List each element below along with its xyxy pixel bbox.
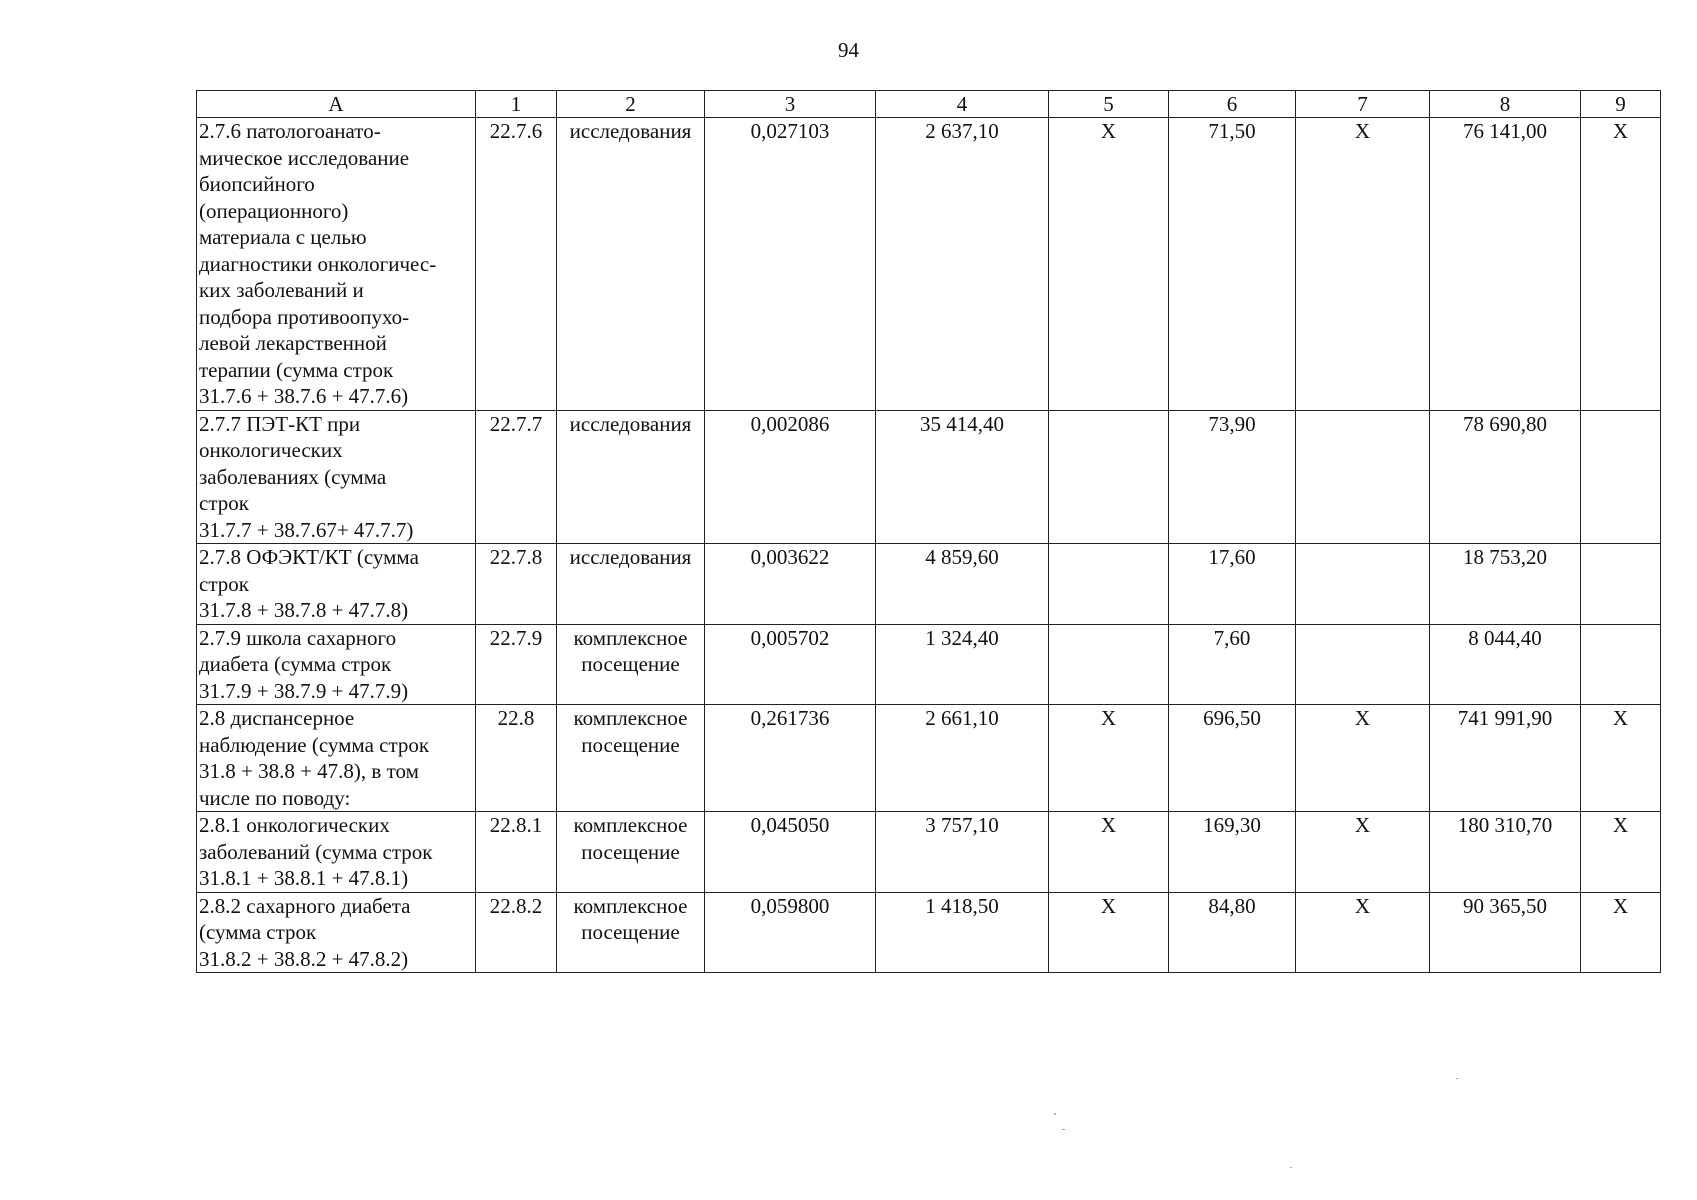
row-unit: комплексное посещение — [557, 705, 705, 812]
header-cell-4: 4 — [876, 91, 1049, 118]
row-col-3: 0,261736 — [705, 705, 876, 812]
row-col-8: 76 141,00 — [1430, 118, 1581, 411]
row-col-6: 73,90 — [1169, 410, 1296, 544]
header-cell-1: 1 — [476, 91, 557, 118]
row-col-9: X — [1581, 892, 1661, 973]
row-col-5: X — [1049, 118, 1169, 411]
row-col-4: 35 414,40 — [876, 410, 1049, 544]
row-code: 22.8.1 — [476, 812, 557, 893]
table-row — [197, 410, 1661, 544]
data-table — [196, 90, 1661, 973]
row-col-8: 741 991,90 — [1430, 705, 1581, 812]
row-label: 2.7.6 патологоанато- мическое исследование биопсийного (операционного) материала с целью диагностики онкологичес- ких заболеваний и подбора противоопухо- левой лекарственной терапии (сумма строк 31.7.6 + 38.7.6 + 47.7.6) — [197, 118, 476, 411]
table-row — [197, 812, 1661, 893]
row-col-7 — [1296, 544, 1430, 625]
row-unit: исследования — [557, 544, 705, 625]
header-cell-3: 3 — [705, 91, 876, 118]
row-col-7: X — [1296, 705, 1430, 812]
row-col-9 — [1581, 624, 1661, 705]
header-cell-6: 6 — [1169, 91, 1296, 118]
header-cell-5: 5 — [1049, 91, 1169, 118]
row-col-9: X — [1581, 812, 1661, 893]
row-col-8: 18 753,20 — [1430, 544, 1581, 625]
row-label: 2.7.9 школа сахарного диабета (сумма строк 31.7.9 + 38.7.9 + 47.7.9) — [197, 624, 476, 705]
row-col-9 — [1581, 544, 1661, 625]
row-col-4: 1 324,40 — [876, 624, 1049, 705]
row-col-8: 90 365,50 — [1430, 892, 1581, 973]
row-label: 2.7.7 ПЭТ-КТ при онкологических заболеваниях (сумма строк 31.7.7 + 38.7.67+ 47.7.7) — [197, 410, 476, 544]
header-cell-2: 2 — [557, 91, 705, 118]
table-header — [197, 91, 1661, 118]
row-col-6: 71,50 — [1169, 118, 1296, 411]
row-col-4: 1 418,50 — [876, 892, 1049, 973]
row-col-9: X — [1581, 705, 1661, 812]
row-unit: комплексное посещение — [557, 624, 705, 705]
scan-speck — [1062, 1129, 1065, 1130]
row-col-8: 8 044,40 — [1430, 624, 1581, 705]
row-label: 2.8.1 онкологических заболеваний (сумма строк 31.8.1 + 38.8.1 + 47.8.1) — [197, 812, 476, 893]
row-label: 2.7.8 ОФЭКТ/КТ (сумма строк 31.7.8 + 38.7.8 + 47.7.8) — [197, 544, 476, 625]
scan-speck — [1290, 1167, 1292, 1168]
row-unit: комплексное посещение — [557, 812, 705, 893]
row-code: 22.7.8 — [476, 544, 557, 625]
row-col-6: 17,60 — [1169, 544, 1296, 625]
scan-speck — [1054, 1113, 1056, 1115]
row-col-3: 0,027103 — [705, 118, 876, 411]
row-col-6: 84,80 — [1169, 892, 1296, 973]
row-col-9: X — [1581, 118, 1661, 411]
table-row — [197, 544, 1661, 625]
row-label: 2.8.2 сахарного диабета (сумма строк 31.8.2 + 38.8.2 + 47.8.2) — [197, 892, 476, 973]
row-col-8: 180 310,70 — [1430, 812, 1581, 893]
row-col-7: X — [1296, 118, 1430, 411]
row-code: 22.8 — [476, 705, 557, 812]
row-col-5: X — [1049, 812, 1169, 893]
row-col-4: 4 859,60 — [876, 544, 1049, 625]
row-col-8: 78 690,80 — [1430, 410, 1581, 544]
row-col-5: X — [1049, 705, 1169, 812]
row-col-3: 0,045050 — [705, 812, 876, 893]
header-row — [197, 91, 1661, 118]
row-col-5 — [1049, 410, 1169, 544]
row-col-3: 0,002086 — [705, 410, 876, 544]
row-col-6: 696,50 — [1169, 705, 1296, 812]
row-col-5 — [1049, 544, 1169, 625]
row-unit: исследования — [557, 118, 705, 411]
row-col-7 — [1296, 410, 1430, 544]
row-col-7 — [1296, 624, 1430, 705]
row-col-5 — [1049, 624, 1169, 705]
row-col-7: X — [1296, 812, 1430, 893]
row-col-4: 3 757,10 — [876, 812, 1049, 893]
header-cell-8: 8 — [1430, 91, 1581, 118]
row-code: 22.7.6 — [476, 118, 557, 411]
scan-speck — [1456, 1078, 1458, 1079]
header-cell-a: A — [197, 91, 476, 118]
row-code: 22.8.2 — [476, 892, 557, 973]
row-col-4: 2 637,10 — [876, 118, 1049, 411]
row-code: 22.7.9 — [476, 624, 557, 705]
page-number: 94 — [838, 38, 859, 62]
row-code: 22.7.7 — [476, 410, 557, 544]
row-col-9 — [1581, 410, 1661, 544]
table-row — [197, 624, 1661, 705]
row-unit: исследования — [557, 410, 705, 544]
row-col-6: 169,30 — [1169, 812, 1296, 893]
row-col-3: 0,059800 — [705, 892, 876, 973]
row-col-3: 0,003622 — [705, 544, 876, 625]
table-body — [197, 118, 1661, 973]
row-col-4: 2 661,10 — [876, 705, 1049, 812]
row-col-5: X — [1049, 892, 1169, 973]
table-row — [197, 705, 1661, 812]
header-cell-7: 7 — [1296, 91, 1430, 118]
row-label: 2.8 диспансерное наблюдение (сумма строк 31.8 + 38.8 + 47.8), в том числе по поводу: — [197, 705, 476, 812]
table-row — [197, 892, 1661, 973]
header-cell-9: 9 — [1581, 91, 1661, 118]
row-col-6: 7,60 — [1169, 624, 1296, 705]
row-col-7: X — [1296, 892, 1430, 973]
row-unit: комплексное посещение — [557, 892, 705, 973]
row-col-3: 0,005702 — [705, 624, 876, 705]
table-row — [197, 118, 1661, 411]
